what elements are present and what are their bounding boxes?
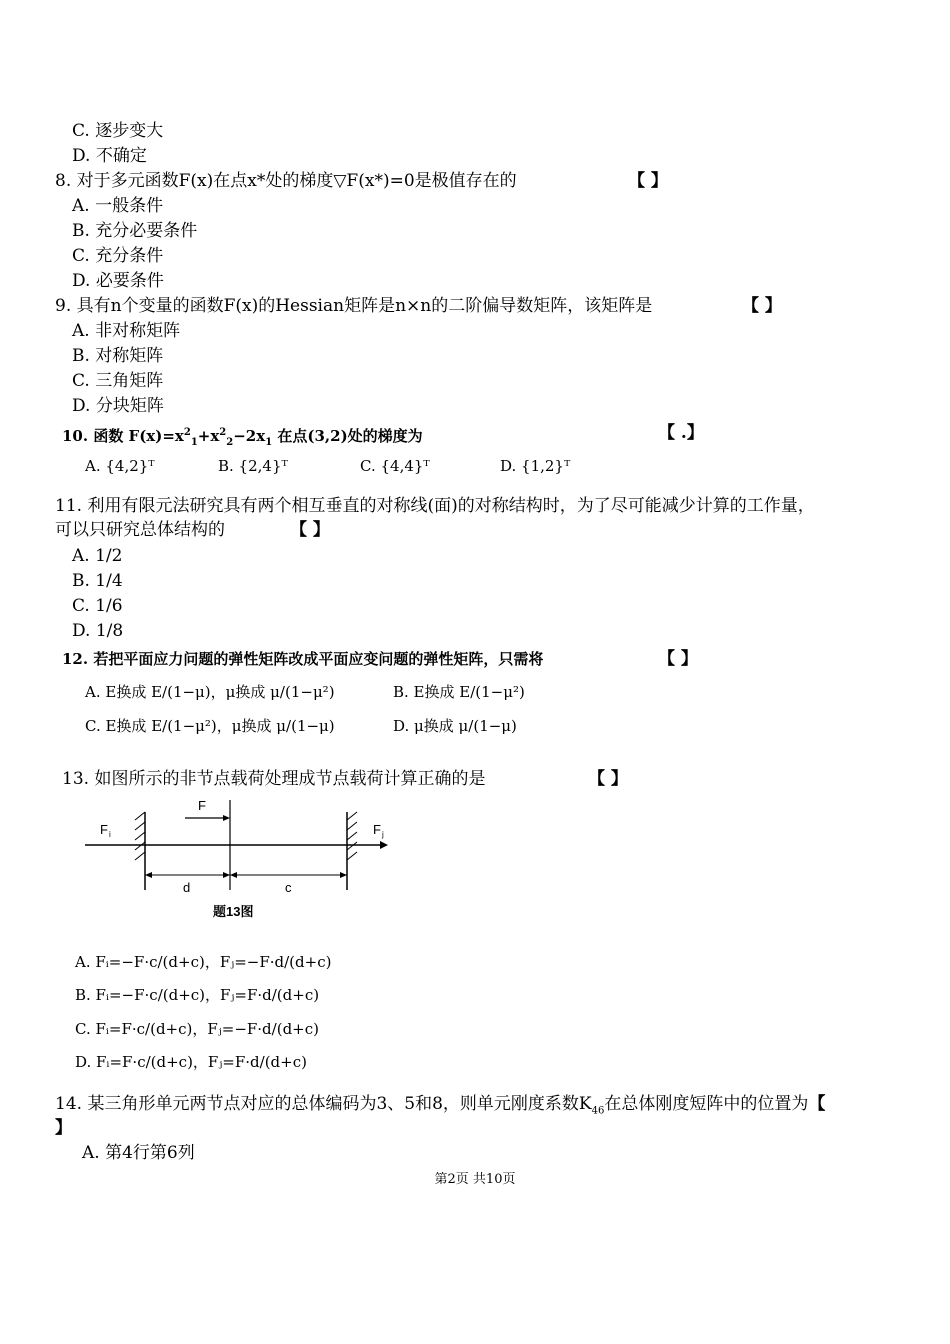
q11-option-a: A. 1/2 — [72, 546, 123, 566]
q13-option-b: B. Fᵢ=−F·c/(d+c)，Fⱼ=F·d/(d+c) — [75, 986, 320, 1004]
q10-stem-mid1: +x — [197, 427, 220, 445]
q12-bracket: 【 】 — [658, 649, 698, 669]
q10-sub1: 1 — [190, 437, 198, 448]
node-i-sub: i — [109, 830, 111, 839]
q10-sub3: 1 — [265, 437, 273, 448]
q12-option-a: A. E换成 E/(1−μ)，μ换成 μ/(1−μ²) — [85, 683, 335, 701]
q10-sup2: 2 — [219, 427, 227, 438]
q10-stem-suffix: 在点(3,2)处的梯度为 — [272, 427, 423, 445]
q9-option-a: A. 非对称矩阵 — [72, 321, 181, 341]
q13-option-c: C. Fᵢ=F·c/(d+c)，Fⱼ=−F·d/(d+c) — [75, 1020, 319, 1038]
q8-option-b: B. 充分必要条件 — [72, 221, 198, 241]
q14-stem-b: 在总体刚度短阵中的位置为 — [604, 1094, 809, 1114]
q12-stem: 12. 若把平面应力问题的弹性矩阵改成平面应变问题的弹性矩阵，只需将 — [62, 650, 544, 668]
q8-option-a: A. 一般条件 — [72, 196, 164, 216]
q8-stem — [55, 170, 517, 192]
q10-sup1: 2 — [183, 427, 191, 438]
q11-option-c: C. 1/6 — [72, 596, 123, 616]
q8-bracket: 【 】 — [628, 171, 668, 191]
q9-option-c: C. 三角矩阵 — [72, 371, 164, 391]
q8-option-c: C. 充分条件 — [72, 246, 164, 266]
q13-stem: 13. 如图所示的非节点载荷处理成节点载荷计算正确的是 — [62, 769, 486, 789]
dim-d-label: d — [183, 880, 191, 895]
q9-stem: 9. 具有n个变量的函数F(x)的Hessian矩阵是n×n的二阶偏导数矩阵，该矩阵是 — [55, 296, 653, 316]
q7-option-d: D. 不确定 — [72, 146, 147, 166]
q10-bracket: 【 .】 — [658, 423, 704, 443]
page-footer: 第2页 共10页 — [434, 1172, 516, 1187]
q10-option-c: C. {4,4}ᵀ — [360, 457, 430, 475]
node-j-sub: j — [382, 830, 384, 839]
force-label: F — [198, 798, 206, 813]
q8-option-d: D. 必要条件 — [72, 271, 164, 291]
beam-arrowhead — [380, 841, 388, 849]
q7-option-c: C. 逐步变大 — [72, 121, 164, 141]
q11-stem-line2: 可以只研究总体结构的 — [55, 520, 225, 540]
q14-bracket-open: 【 — [808, 1094, 826, 1114]
q14-stem-a: 14. 某三角形单元两节点对应的总体编码为3、5和8，则单元刚度系数K — [55, 1094, 592, 1114]
force-arrowhead — [223, 815, 230, 821]
q14-bracket-close: 】 — [55, 1118, 72, 1138]
q12-option-d: D. μ换成 μ/(1−μ) — [393, 717, 517, 735]
q12-option-b: B. E换成 E/(1−μ²) — [393, 683, 525, 701]
left-support-hatch — [135, 812, 145, 860]
q9-option-b: B. 对称矩阵 — [72, 346, 164, 366]
q12-option-c: C. E换成 E/(1−μ²)，μ换成 μ/(1−μ) — [85, 717, 335, 735]
q10-option-d: D. {1,2}ᵀ — [500, 457, 571, 475]
q14-stem — [55, 1093, 825, 1122]
q13-option-d: D. Fᵢ=F·c/(d+c)，Fⱼ=F·d/(d+c) — [75, 1053, 307, 1071]
q9-option-d: D. 分块矩阵 — [72, 396, 164, 416]
node-i-label: F — [100, 822, 108, 837]
q11-bracket: 【 】 — [290, 520, 330, 540]
q10-option-a: A. {4,2}ᵀ — [85, 457, 155, 475]
q10-stem — [62, 422, 423, 454]
q10-stem-mid2: −2x — [233, 427, 266, 445]
q13-figure — [80, 790, 400, 925]
q10-sub2: 2 — [226, 437, 234, 448]
q10-option-b: B. {2,4}ᵀ — [218, 457, 288, 475]
q11-option-b: B. 1/4 — [72, 571, 123, 591]
q8-stem-text: 8. 对于多元函数F(x)在点x*处的梯度▽F(x*)=0是极值存在的 — [55, 171, 517, 191]
q14-option-a: A. 第4行第6列 — [82, 1143, 195, 1163]
q14-stem-sub: 46 — [591, 1105, 605, 1117]
dim-c-label: c — [285, 880, 292, 895]
q9-bracket: 【 】 — [742, 296, 782, 316]
q11-option-d: D. 1/8 — [72, 621, 124, 641]
q11-stem-line1: 11. 利用有限元法研究具有两个相互垂直的对称线(面)的对称结构时，为了尽可能减少计算的工作量， — [55, 496, 815, 516]
node-j-label: F — [373, 822, 381, 837]
q10-stem-prefix: 10. 函数 F(x)=x — [62, 427, 184, 445]
figure-caption: 题13图 — [213, 904, 254, 919]
q13-bracket: 【 】 — [588, 769, 628, 789]
q13-option-a: A. Fᵢ=−F·c/(d+c)，Fⱼ=−F·d/(d+c) — [75, 953, 332, 971]
right-support-hatch — [347, 812, 357, 860]
